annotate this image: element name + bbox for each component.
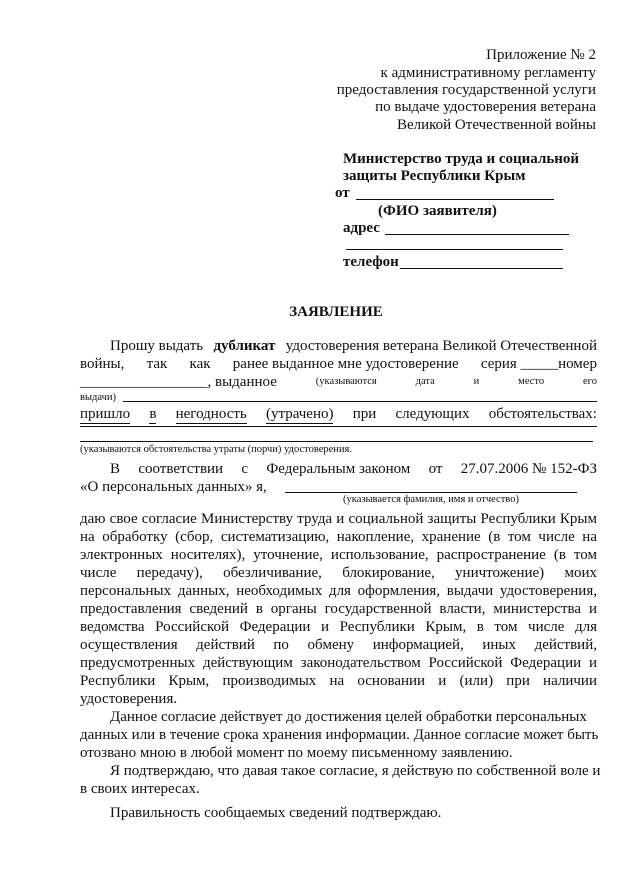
p1-line-1 xyxy=(110,337,597,355)
p2-text-line: персональных данных, необходимых для оформления, выдачи удостоверения, xyxy=(80,583,597,599)
from-field-line xyxy=(356,199,554,200)
p2-text-line: электронных носителях), уточнение, использование, распространение (в том xyxy=(80,547,597,563)
p1-line-5 xyxy=(80,405,597,424)
word: его xyxy=(583,376,597,387)
appendix-line-3: предоставления государственной услуги xyxy=(336,82,596,98)
p2-text-line: на обработку (сбор, систематизацию, накопление, хранение (в том числе на xyxy=(80,529,597,545)
word: Федеральным законом xyxy=(266,461,411,477)
p2-text-line: предоставления сведений в органы государственной власти, министерства и xyxy=(80,601,597,617)
p2-text-line: ведомства Российской Федерации и Республики Крым, в том числе для xyxy=(80,619,597,635)
p5-line: Правильность сообщаемых сведений подтверждаю. xyxy=(110,805,442,821)
series-number-field: серия _____номер xyxy=(480,356,597,372)
word: 27.07.2006 № 152-ФЗ xyxy=(460,461,597,477)
phone-field-line xyxy=(400,268,563,269)
p2-line-2: «О персональных данных» я, xyxy=(80,479,267,495)
word: обстоятельствах: xyxy=(488,406,597,422)
word: в xyxy=(149,406,157,422)
addressee-line-2: защиты Республики Крым xyxy=(343,168,526,184)
from-label: от xyxy=(335,185,350,201)
blank-field: _________________ xyxy=(80,374,208,390)
address-field-line-1 xyxy=(385,234,569,235)
word: при xyxy=(352,406,377,422)
address-field-line-2 xyxy=(346,249,563,250)
p2-line-1 xyxy=(110,460,597,478)
appendix-line-1: Приложение № 2 xyxy=(486,47,596,63)
word: пришло xyxy=(80,406,131,422)
p2-text-line: предусмотренных действующим законодательством Российской Федерации и xyxy=(80,655,597,671)
p1-line-1-b: удостоверения ветерана Великой Отечественной xyxy=(285,338,597,354)
p2-text-line: числе передачу), обезличивание, блокирование, уничтожение) моих xyxy=(80,565,597,581)
word: дата xyxy=(415,376,435,387)
p2-text-line: даю свое согласие Министерству труда и социальной защиты Республики Крым xyxy=(80,511,597,527)
p2-note: (указывается фамилия, имя и отчество) xyxy=(343,494,519,505)
word: соответствии xyxy=(138,461,224,477)
p3-line-3: отозвано мною в любой момент по моему письменному заявлению. xyxy=(80,745,513,761)
p3-line-2: данных или в течение срока хранения информации. Данное согласие может быть xyxy=(80,727,599,743)
word: В xyxy=(110,461,121,477)
circumstances-line-1 xyxy=(80,426,597,427)
word: и xyxy=(473,376,480,387)
circumstances-line-2 xyxy=(80,441,593,442)
p1-line-3 xyxy=(80,373,597,391)
appendix-line-2: к административному регламенту xyxy=(380,65,596,81)
addressee-line-1: Министерство труда и социальной xyxy=(343,151,580,167)
word: следующих xyxy=(395,406,470,422)
word: с xyxy=(241,461,249,477)
document-title: ЗАЯВЛЕНИЕ xyxy=(289,304,383,320)
word: ранее выданное мне удостоверение xyxy=(232,356,459,372)
word: (указываются xyxy=(315,376,377,387)
word: , выданное xyxy=(207,374,277,390)
p2-last-line: удостоверения. xyxy=(80,691,178,707)
word: место xyxy=(518,376,545,387)
p1-line-2 xyxy=(80,355,597,373)
word: так xyxy=(146,356,168,372)
word: негодность xyxy=(175,406,247,422)
issue-field-line xyxy=(123,401,597,402)
word: войны, xyxy=(80,356,125,372)
duplicate-word: дубликат xyxy=(213,338,276,354)
p1-line-4: выдачи) xyxy=(80,392,116,403)
appendix-line-5: Великой Отечественной войны xyxy=(396,117,596,133)
p2-text-line: осуществления действий по обмену информацией, иных действий, xyxy=(80,637,597,653)
p4-line-1: Я подтверждаю, что давая такое согласие, я действую по собственной воле и xyxy=(110,763,601,779)
word: от xyxy=(428,461,443,477)
word: как xyxy=(189,356,211,372)
appendix-line-4: по выдаче удостоверения ветерана xyxy=(375,99,596,115)
address-label: адрес xyxy=(343,220,380,236)
p4-line-2: в своих интересах. xyxy=(80,781,200,797)
p1-note: (указываются обстоятельства утраты (порчи) удостоверения. xyxy=(80,444,352,455)
word: (утрачено) xyxy=(265,406,334,422)
phone-label: телефон xyxy=(343,254,399,270)
fio-label: (ФИО заявителя) xyxy=(378,203,497,219)
p1-line-1-a: Прошу выдать xyxy=(110,338,204,354)
p2-text-line: Республики Крым, производимых на основании и (или) при наличии xyxy=(80,673,597,689)
p3-line-1: Данное согласие действует до достижения целей обработки персональных xyxy=(110,709,587,725)
name-field-line xyxy=(285,492,577,493)
